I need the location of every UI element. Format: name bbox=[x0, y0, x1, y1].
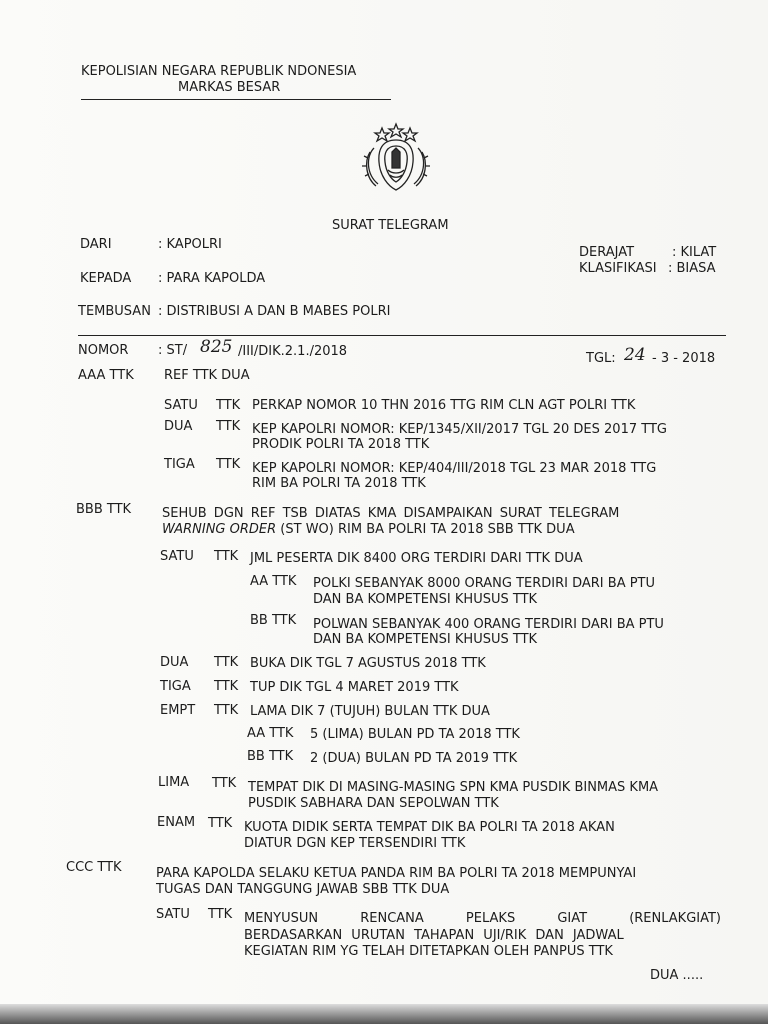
aaa-1-text: PERKAP NOMOR 10 THN 2016 TTG RIM CLN AGT POLRI TTK bbox=[252, 398, 636, 413]
ccc-1-text-a: MENYUSUN RENCANA PELAKS GIAT (RENLAKGIAT) bbox=[244, 911, 721, 926]
bbb-1b-label: BB TTK bbox=[250, 613, 297, 628]
bbb-2-text: BUKA DIK TGL 7 AGUSTUS 2018 TTK bbox=[250, 656, 486, 671]
bbb-1a-text-b: DAN BA KOMPETENSI KHUSUS TTK bbox=[313, 592, 538, 607]
bbb-label: BBB TTK bbox=[76, 502, 132, 517]
klasifikasi-label: KLASIFIKASI bbox=[579, 261, 657, 276]
bbb-4-ttk: TTK bbox=[214, 703, 239, 718]
letterhead-line1: KEPOLISIAN NEGARA REPUBLIK NDONESIA bbox=[81, 64, 357, 79]
bbb-3-ttk: TTK bbox=[214, 679, 239, 694]
bbb-2-ttk: TTK bbox=[214, 655, 239, 670]
nomor-handwritten: 825 bbox=[200, 337, 233, 357]
polri-emblem-icon bbox=[352, 122, 440, 194]
bbb-4b-label: BB TTK bbox=[247, 749, 294, 764]
bbb-3-text: TUP DIK TGL 4 MARET 2019 TTK bbox=[250, 680, 459, 695]
bbb-text-a: SEHUB DGN REF TSB DIATAS KMA DISAMPAIKAN SURAT TELEGRAM bbox=[162, 506, 620, 521]
aaa-2-ttk: TTK bbox=[216, 419, 241, 434]
bbb-5-ttk: TTK bbox=[212, 776, 237, 791]
bbb-1b-text-b: DAN BA KOMPETENSI KHUSUS TTK bbox=[313, 632, 538, 647]
nomor-prefix: : ST/ bbox=[158, 343, 188, 358]
aaa-text: REF TTK DUA bbox=[164, 368, 250, 383]
bbb-1-text: JML PESERTA DIK 8400 ORG TERDIRI DARI TTK DUA bbox=[250, 551, 583, 566]
ccc-text-b: TUGAS DAN TANGGUNG JAWAB SBB TTK DUA bbox=[156, 882, 450, 897]
kepada-label: KEPADA bbox=[80, 271, 132, 286]
bbb-3-label: TIGA bbox=[160, 679, 191, 694]
tgl-suffix: - 3 - 2018 bbox=[652, 351, 716, 366]
bbb-5-label: LIMA bbox=[158, 775, 190, 790]
derajat-label: DERAJAT bbox=[579, 245, 635, 260]
tembusan-label: TEMBUSAN bbox=[78, 304, 151, 319]
aaa-1-label: SATU bbox=[164, 398, 198, 413]
tembusan-value: : DISTRIBUSI A DAN B MABES POLRI bbox=[158, 304, 391, 319]
bbb-4-text: LAMA DIK 7 (TUJUH) BULAN TTK DUA bbox=[250, 704, 490, 719]
doc-title: SURAT TELEGRAM bbox=[332, 218, 449, 233]
nomor-suffix: /III/DIK.2.1./2018 bbox=[238, 344, 348, 359]
dari-value: : KAPOLRI bbox=[158, 237, 222, 252]
continuation-marker: DUA ..... bbox=[650, 968, 704, 983]
aaa-2-label: DUA bbox=[164, 419, 193, 434]
dari-label: DARI bbox=[80, 237, 112, 252]
bbb-1-label: SATU bbox=[160, 549, 194, 564]
ccc-1-text-b: BERDASARKAN URUTAN TAHAPAN UJI/RIK DAN JADWAL bbox=[244, 928, 624, 943]
kepada-value: : PARA KAPOLDA bbox=[158, 271, 266, 286]
aaa-3-text-b: RIM BA POLRI TA 2018 TTK bbox=[252, 476, 426, 491]
derajat-value: : KILAT bbox=[672, 245, 717, 260]
aaa-3-text-a: KEP KAPOLRI NOMOR: KEP/404/III/2018 TGL 23 MAR 2018 TTG bbox=[252, 461, 657, 476]
aaa-1-ttk: TTK bbox=[216, 398, 241, 413]
ccc-1-ttk: TTK bbox=[208, 907, 233, 922]
aaa-2-text-b: PRODIK POLRI TA 2018 TTK bbox=[252, 437, 430, 452]
tgl-label: TGL: bbox=[586, 351, 616, 366]
aaa-3-ttk: TTK bbox=[216, 457, 241, 472]
bbb-1b-text-a: POLWAN SEBANYAK 400 ORANG TERDIRI DARI BA PTU bbox=[313, 617, 664, 632]
header-rule bbox=[78, 335, 726, 336]
bbb-1-ttk: TTK bbox=[214, 549, 239, 564]
nomor-label: NOMOR bbox=[78, 343, 129, 358]
ccc-label: CCC TTK bbox=[66, 860, 122, 875]
klasifikasi-value: : BIASA bbox=[668, 261, 716, 276]
aaa-label: AAA TTK bbox=[78, 368, 134, 383]
aaa-2-text-a: KEP KAPOLRI NOMOR: KEP/1345/XII/2017 TGL 20 DES 2017 TTG bbox=[252, 422, 667, 437]
bbb-1a-label: AA TTK bbox=[250, 574, 297, 589]
bbb-2-label: DUA bbox=[160, 655, 189, 670]
bbb-6-text-a: KUOTA DIDIK SERTA TEMPAT DIK BA POLRI TA 2018 AKAN bbox=[244, 820, 615, 835]
bbb-text-b bbox=[162, 522, 575, 538]
bbb-5-text-b: PUSDIK SABHARA DAN SEPOLWAN TTK bbox=[248, 796, 499, 811]
bbb-5-text-a: TEMPAT DIK DI MASING-MASING SPN KMA PUSDIK BINMAS KMA bbox=[248, 780, 659, 795]
bbb-1a-text-a: POLKI SEBANYAK 8000 ORANG TERDIRI DARI BA PTU bbox=[313, 576, 656, 591]
bbb-6-ttk: TTK bbox=[208, 816, 233, 831]
bbb-4b-text: 2 (DUA) BULAN PD TA 2019 TTK bbox=[310, 751, 518, 766]
bbb-text-b-italic: WARNING ORDER bbox=[162, 522, 277, 537]
scan-bottom-edge bbox=[0, 1004, 768, 1024]
bbb-4a-text: 5 (LIMA) BULAN PD TA 2018 TTK bbox=[310, 727, 520, 742]
bbb-4a-label: AA TTK bbox=[247, 726, 294, 741]
ccc-1-text-c: KEGIATAN RIM YG TELAH DITETAPKAN OLEH PANPUS TTK bbox=[244, 944, 613, 959]
bbb-4-label: EMPT bbox=[160, 703, 196, 718]
letterhead-underline bbox=[81, 99, 391, 100]
bbb-6-text-b: DIATUR DGN KEP TERSENDIRI TTK bbox=[244, 836, 466, 851]
ccc-1-label: SATU bbox=[156, 907, 190, 922]
letterhead-line2: MARKAS BESAR bbox=[178, 80, 281, 95]
ccc-text-a: PARA KAPOLDA SELAKU KETUA PANDA RIM BA POLRI TA 2018 MEMPUNYAI bbox=[156, 866, 637, 881]
bbb-6-label: ENAM bbox=[157, 815, 196, 830]
tgl-handwritten: 24 bbox=[624, 345, 646, 365]
aaa-3-label: TIGA bbox=[164, 457, 195, 472]
bbb-text-b-rest: (ST WO) RIM BA POLRI TA 2018 SBB TTK DUA bbox=[280, 522, 575, 537]
